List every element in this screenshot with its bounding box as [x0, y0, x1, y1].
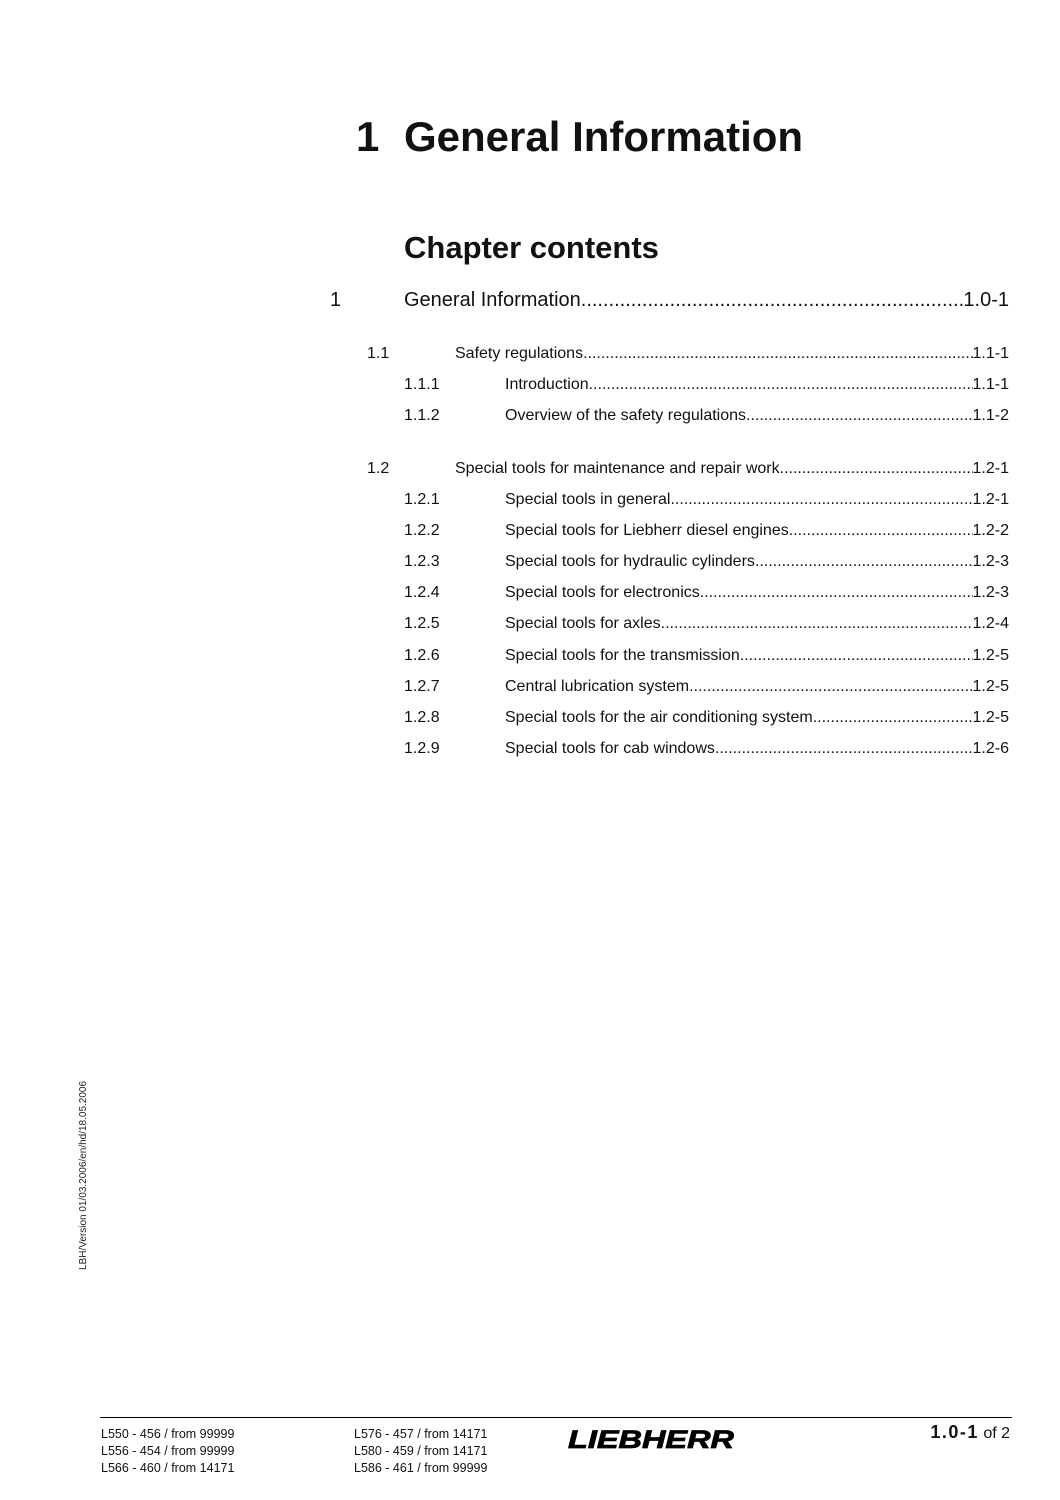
toc-entry-label: Special tools for axles — [505, 615, 661, 632]
toc-entry[interactable] — [404, 708, 1009, 732]
toc-entry-page: 1.2-1 — [972, 460, 1009, 477]
toc-entry-line — [505, 552, 1009, 572]
toc-entry-line — [505, 521, 1009, 541]
page-number-value: 1.0-1 — [930, 1422, 979, 1442]
toc-entry-label: Special tools in general — [505, 491, 671, 508]
toc-entry[interactable] — [404, 406, 1009, 430]
toc-entry-page: 1.2-5 — [972, 647, 1009, 664]
chapter-title: General Information — [404, 113, 804, 160]
toc-entry-label: General Information — [404, 289, 581, 311]
toc-entry-page: 1.2-5 — [972, 709, 1009, 726]
toc-entry[interactable] — [404, 614, 1009, 638]
page-number — [860, 1422, 1010, 1443]
toc-entry-label: Introduction — [505, 376, 589, 393]
toc-entry-label: Special tools for hydraulic cylinders — [505, 553, 755, 570]
toc-entry-line — [505, 677, 1009, 697]
footer-model-line: L580 - 459 / from 14171 — [354, 1444, 488, 1458]
toc-entry-page: 1.1-1 — [972, 345, 1009, 362]
footer-model-line: L566 - 460 / from 14171 — [101, 1461, 235, 1475]
toc-entry-page: 1.2-2 — [972, 522, 1009, 539]
toc-entry-number: 1.2.2 — [404, 522, 440, 539]
toc-leader-dots — [780, 459, 973, 479]
toc-entry[interactable] — [367, 459, 1009, 483]
toc-entry-page: 1.1-1 — [972, 376, 1009, 393]
toc-entry-line — [505, 375, 1009, 395]
toc-leader-dots — [589, 375, 973, 395]
toc-entry-number: 1.2.3 — [404, 553, 440, 570]
toc-entry-line — [404, 288, 1009, 312]
toc-leader-dots — [715, 739, 973, 759]
toc-entry-label: Special tools for cab windows — [505, 740, 715, 757]
toc-entry-number: 1.2.7 — [404, 678, 440, 695]
toc-entry-label: Special tools for Liebherr diesel engines — [505, 522, 789, 539]
toc-entry-page: 1.0-1 — [963, 289, 1009, 311]
toc-entry-number: 1.2.4 — [404, 584, 440, 601]
toc-leader-dots — [813, 708, 973, 728]
chapter-number: 1 — [356, 113, 380, 160]
toc-entry-number: 1.2 — [367, 460, 390, 477]
toc-entry-label: Central lubrication system — [505, 678, 690, 695]
toc-entry-number: 1.1.2 — [404, 407, 440, 424]
toc-leader-dots — [581, 288, 964, 312]
toc-entry-label: Special tools for electronics — [505, 584, 700, 601]
toc-entry-number: 1.1.1 — [404, 376, 440, 393]
toc-leader-dots — [740, 646, 973, 666]
toc-leader-dots — [583, 344, 972, 364]
toc-entry[interactable] — [404, 739, 1009, 763]
toc-entry-line — [505, 490, 1009, 510]
toc-entry-number: 1.1 — [367, 345, 390, 362]
page-number-total: of 2 — [983, 1425, 1010, 1442]
toc-leader-dots — [789, 521, 973, 541]
toc-entry[interactable] — [404, 490, 1009, 514]
toc-entry[interactable] — [404, 583, 1009, 607]
toc-entry-number: 1.2.6 — [404, 647, 440, 664]
footer-model-line: L586 - 461 / from 99999 — [354, 1461, 488, 1475]
toc-entry-page: 1.1-2 — [972, 407, 1009, 424]
toc-entry-label: Special tools for maintenance and repair work — [455, 460, 780, 477]
toc-entry[interactable] — [367, 344, 1009, 368]
toc-entry[interactable] — [330, 288, 1009, 312]
toc-leader-dots — [700, 583, 973, 603]
toc-entry-line — [505, 406, 1009, 426]
liebherr-logo — [568, 1426, 734, 1452]
toc-leader-dots — [746, 406, 973, 426]
logo-text: LIEBHERR — [568, 1426, 734, 1452]
toc-entry-line — [505, 583, 1009, 603]
toc-entry[interactable] — [404, 646, 1009, 670]
toc-entry-label: Special tools for the air conditioning system — [505, 709, 813, 726]
footer-model-line: L550 - 456 / from 99999 — [101, 1427, 235, 1441]
footer-divider — [100, 1417, 1012, 1418]
footer-model-line: L576 - 457 / from 14171 — [354, 1427, 488, 1441]
toc-entry-page: 1.2-3 — [972, 553, 1009, 570]
toc-entry-number: 1.2.1 — [404, 491, 440, 508]
toc-entry-line — [455, 344, 1009, 364]
version-note: LBH/Version 01/03.2006/en/hd/18.05.2006 — [78, 1080, 89, 1270]
toc-leader-dots — [755, 552, 973, 572]
toc-entry[interactable] — [404, 552, 1009, 576]
toc-entry-page: 1.2-6 — [972, 740, 1009, 757]
contents-heading: Chapter contents — [404, 230, 659, 265]
toc-entry-number: 1.2.5 — [404, 615, 440, 632]
toc-leader-dots — [670, 490, 972, 510]
toc-leader-dots — [661, 614, 973, 634]
toc-entry-number: 1.2.9 — [404, 740, 440, 757]
toc-entry[interactable] — [404, 521, 1009, 545]
toc-entry-label: Safety regulations — [455, 345, 584, 362]
toc-entry-label: Special tools for the transmission — [505, 647, 740, 664]
toc-entry[interactable] — [404, 677, 1009, 701]
footer-models-left — [101, 1426, 234, 1477]
footer-models-right — [354, 1426, 487, 1477]
toc-entry-line — [505, 614, 1009, 634]
toc-entry-page: 1.2-4 — [972, 615, 1009, 632]
toc-entry-page: 1.2-5 — [972, 678, 1009, 695]
toc-entry-line — [505, 646, 1009, 666]
toc-entry-label: Overview of the safety regulations — [505, 407, 747, 424]
toc-entry-number: 1 — [330, 289, 342, 311]
toc-entry-line — [455, 459, 1009, 479]
toc-leader-dots — [689, 677, 972, 697]
toc-entry-page: 1.2-1 — [972, 491, 1009, 508]
footer-model-line: L556 - 454 / from 99999 — [101, 1444, 235, 1458]
toc-entry-line — [505, 739, 1009, 759]
toc-entry[interactable] — [404, 375, 1009, 399]
toc-entry-line — [505, 708, 1009, 728]
toc-entry-number: 1.2.8 — [404, 709, 440, 726]
toc-entry-page: 1.2-3 — [972, 584, 1009, 601]
